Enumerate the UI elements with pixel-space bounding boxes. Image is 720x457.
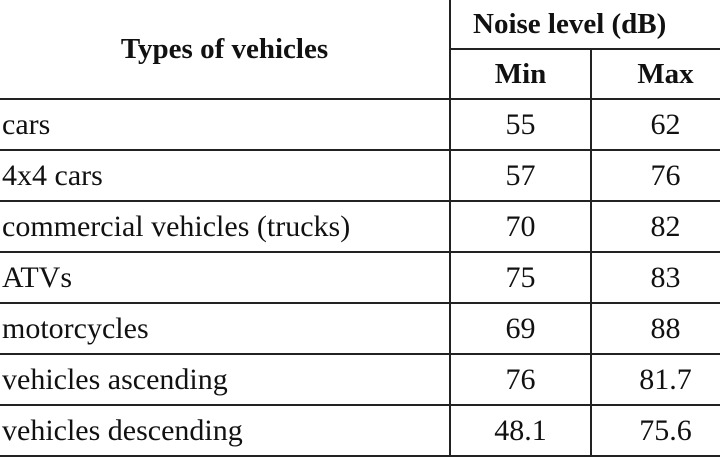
min-value-cell: 48.1 [450, 405, 591, 456]
vehicle-type-cell: vehicles descending [0, 405, 450, 456]
min-value-cell: 70 [450, 201, 591, 252]
table-row [0, 99, 720, 150]
table-row [0, 252, 720, 303]
vehicle-type-cell: 4x4 cars [0, 150, 450, 201]
vehicle-type-cell: vehicles ascending [0, 354, 450, 405]
max-value-cell: 76 [591, 150, 720, 201]
noise-level-group-header: Noise level (dB) [450, 0, 720, 49]
table-row [0, 303, 720, 354]
max-value-cell: 62 [591, 99, 720, 150]
max-value-cell: 75.6 [591, 405, 720, 456]
min-value-cell: 76 [450, 354, 591, 405]
vehicle-type-cell: cars [0, 99, 450, 150]
vehicle-type-cell: ATVs [0, 252, 450, 303]
max-value-cell: 83 [591, 252, 720, 303]
max-value-cell: 82 [591, 201, 720, 252]
min-column-header: Min [450, 49, 591, 99]
table-row [0, 150, 720, 201]
table-row [0, 405, 720, 456]
min-value-cell: 57 [450, 150, 591, 201]
vehicle-type-cell: motorcycles [0, 303, 450, 354]
min-value-cell: 69 [450, 303, 591, 354]
table-header-row [0, 0, 720, 49]
table-row [0, 201, 720, 252]
max-column-header: Max [591, 49, 720, 99]
min-value-cell: 75 [450, 252, 591, 303]
vehicle-type-cell: commercial vehicles (trucks) [0, 201, 450, 252]
max-value-cell: 81.7 [591, 354, 720, 405]
vehicle-type-column-header: Types of vehicles [0, 0, 450, 99]
min-value-cell: 55 [450, 99, 591, 150]
max-value-cell: 88 [591, 303, 720, 354]
table-row [0, 354, 720, 405]
